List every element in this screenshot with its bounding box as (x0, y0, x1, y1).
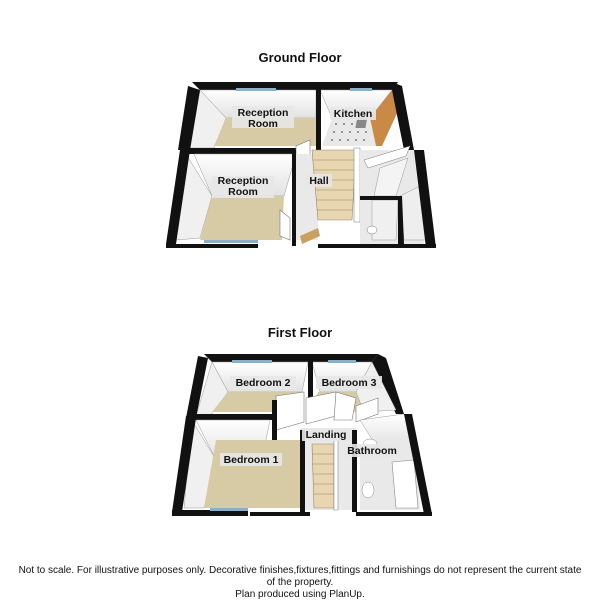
reception-room-2-floor (200, 196, 284, 240)
room-label-hall: Hall (309, 175, 329, 187)
room-label-bedroom-3: Bedroom 3 (321, 377, 377, 389)
disclaimer-line-1: Not to scale. For illustrative purposes only. Decorative finishes,fixtures,fittings and furnishings do not represent the current state (18, 565, 582, 576)
room-label-bedroom-1: Bedroom 1 (223, 454, 279, 466)
ground-floor-title: Ground Floor (258, 50, 342, 65)
bath-tub (392, 460, 418, 508)
landing-stairs (312, 440, 338, 510)
room-label-bathroom: Bathroom (347, 445, 397, 457)
room-label-landing: Landing (305, 429, 347, 441)
bedroom-1-floor (204, 440, 302, 508)
room-label-kitchen: Kitchen (333, 108, 373, 120)
first-floor-title: First Floor (267, 325, 333, 340)
disclaimer-line-3: Plan produced using PlanUp. (235, 589, 365, 600)
room-label-reception-room-1: Reception Room (237, 107, 289, 130)
disclaimer-line-2: of the property. (266, 577, 334, 588)
room-label-bedroom-2: Bedroom 2 (235, 377, 291, 389)
room-label-reception-room-2: Reception Room (217, 175, 269, 198)
